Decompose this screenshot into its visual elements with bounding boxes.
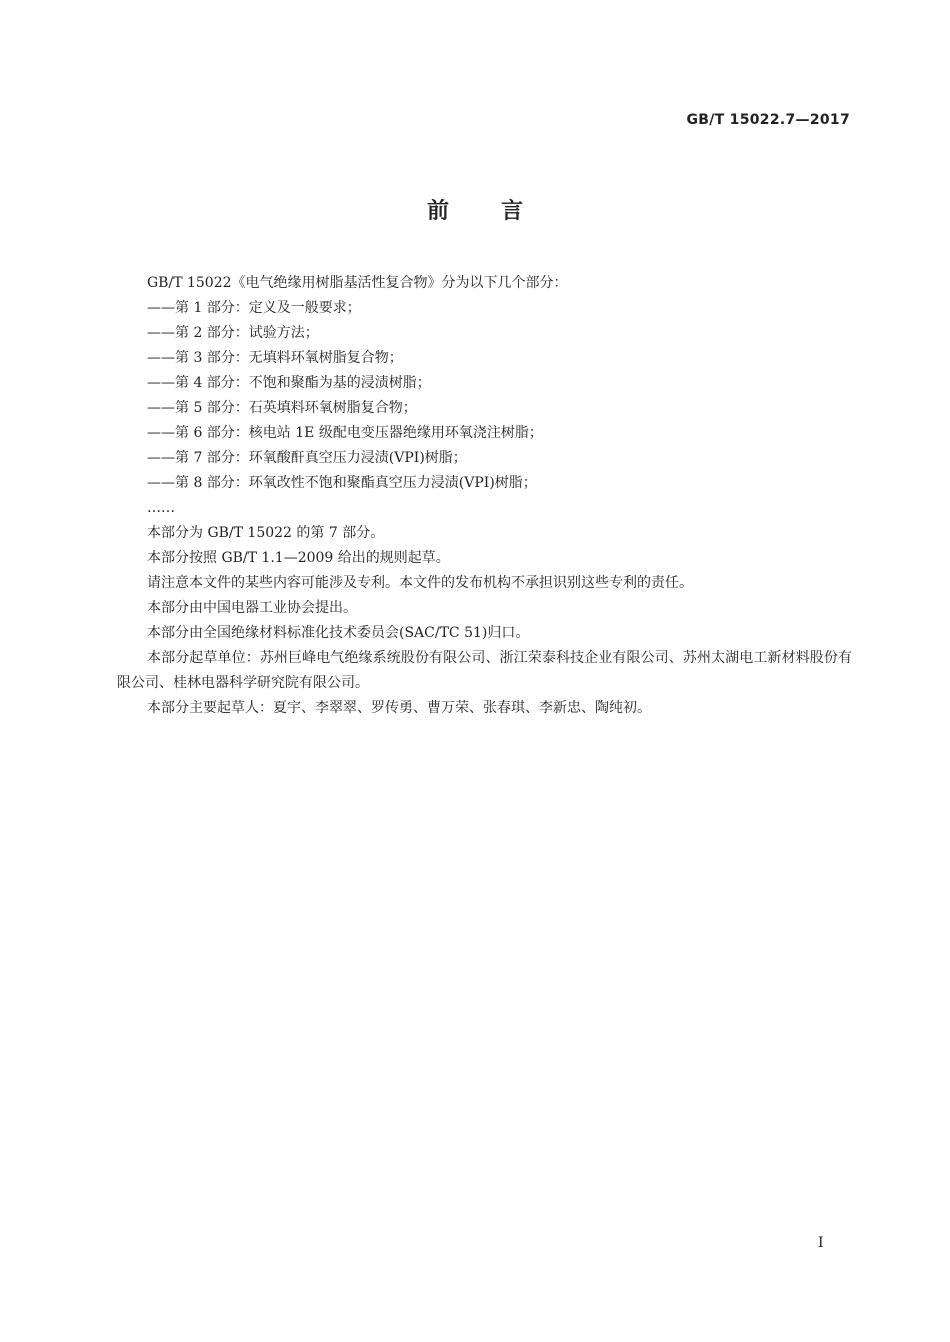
page-title: 前言 [426,199,575,224]
list-item: ——第 2 部分：试验方法； [147,325,319,341]
list-item: ——第 8 部分：环氧改性不饱和聚酯真空压力浸渍(VPI)树脂； [147,475,537,491]
drafters: 本部分主要起草人：夏宇、李翠翠、罗传勇、曹万荣、张春琪、李新忠、陶纯初。 [147,700,651,716]
paragraph: 本部分由中国电器工业协会提出。 [147,600,357,616]
list-item: ——第 6 部分：核电站 1E 级配电变压器绝缘用环氧浇注树脂； [147,425,543,441]
list-ellipsis: …… [147,500,175,516]
paragraph: 本部分为 GB/T 15022 的第 7 部分。 [147,525,385,541]
drafting-units: 本部分起草单位：苏州巨峰电气绝缘系统股份有限公司、浙江荣泰科技企业有限公司、苏州太湖电工新材料股份有限公司、桂林电器科学研究院有限公司。 [117,650,852,691]
list-item: ——第 3 部分：无填料环氧树脂复合物； [147,350,403,366]
list-item: ——第 7 部分：环氧酸酐真空压力浸渍(VPI)树脂； [147,450,467,466]
list-item: ——第 5 部分：石英填料环氧树脂复合物； [147,400,417,416]
paragraph: 本部分按照 GB/T 1.1—2009 给出的规则起草。 [147,550,450,566]
page-number: I [818,1235,824,1251]
intro-paragraph: GB/T 15022《电气绝缘用树脂基活性复合物》分为以下几个部分： [147,275,568,291]
standard-code: GB/T 15022.7—2017 [686,112,850,128]
list-item: ——第 1 部分：定义及一般要求； [147,300,361,316]
foreword-body [117,271,852,721]
patent-notice: 请注意本文件的某些内容可能涉及专利。本文件的发布机构不承担识别这些专利的责任。 [147,575,693,591]
list-item: ——第 4 部分：不饱和聚酯为基的浸渍树脂； [147,375,431,391]
paragraph: 本部分由全国绝缘材料标准化技术委员会(SAC/TC 51)归口。 [147,625,530,641]
